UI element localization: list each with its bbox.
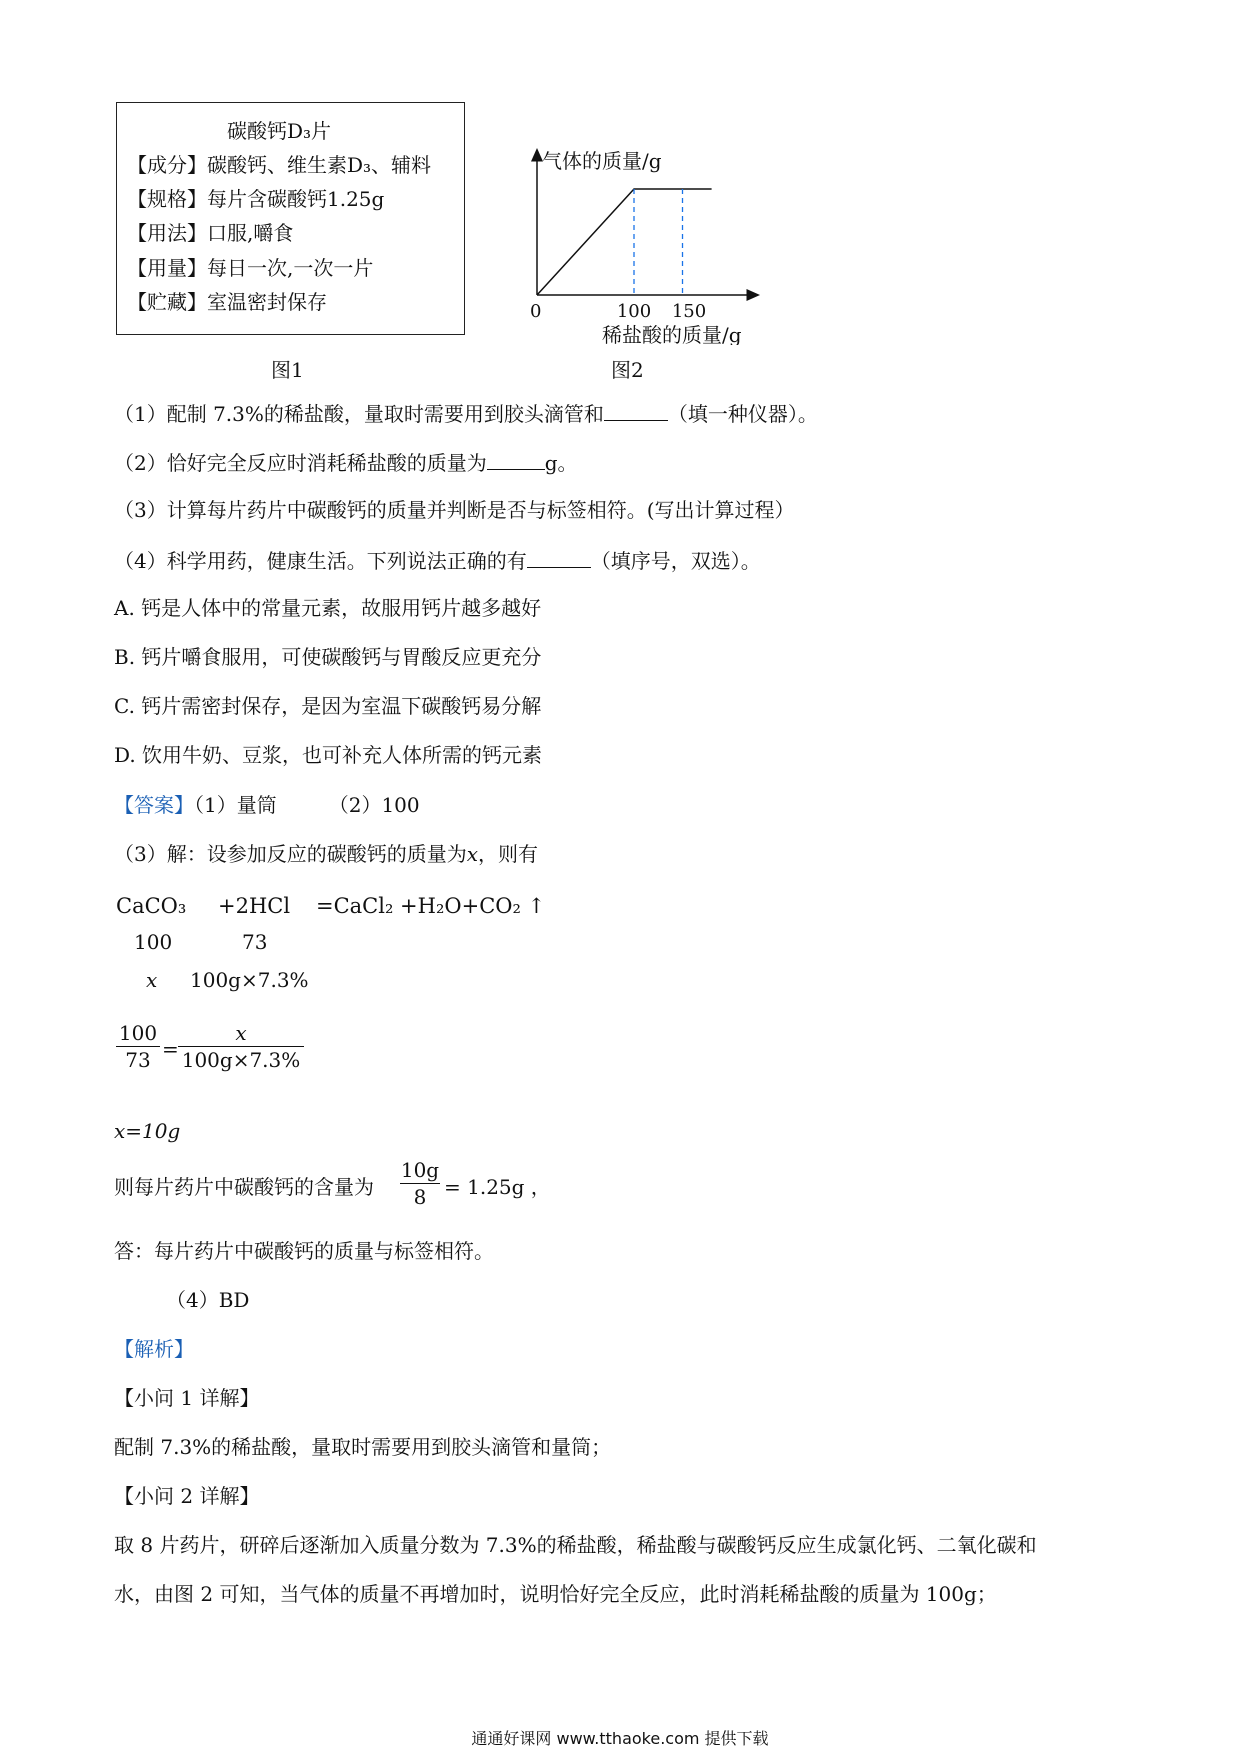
fraction-right: x 100g×7.3%	[178, 1023, 304, 1070]
fraction-left: 100 73	[116, 1023, 160, 1070]
per-tablet-fraction: 10g 8	[400, 1158, 440, 1209]
unknown-x: x	[146, 968, 158, 992]
figure1-row-spec: 【规格】每片含碳酸钙1.25g	[127, 187, 385, 211]
figure1-row-ingredients: 【成分】碳酸钙、维生素D₃、辅料	[127, 153, 432, 177]
figure1-caption: 图1	[271, 358, 304, 382]
per-tablet-result: = 1.25g ，	[444, 1175, 551, 1199]
equation-caco3: CaCO₃	[116, 894, 187, 918]
answer-blank-1	[604, 402, 668, 421]
answer-blank-2	[487, 451, 545, 470]
answer-4: （4）BD	[166, 1288, 250, 1312]
question-2: （2）恰好完全反应时消耗稀盐酸的质量为 g。	[114, 451, 578, 475]
option-c: C. 钙片需密封保存，是因为室温下碳酸钙易分解	[114, 694, 542, 718]
hcl-mass: 100g×7.3%	[190, 968, 309, 992]
option-d: D. 饮用牛奶、豆浆，也可补充人体所需的钙元素	[114, 743, 543, 767]
figure2-chart	[520, 140, 780, 345]
equation-products: =CaCl₂ +H₂O+CO₂ ↑	[316, 894, 546, 918]
answer-2: （2）100	[328, 793, 420, 817]
sub2-text-2: 水，由图 2 可知，当气体的质量不再增加时，说明恰好完全反应，此时消耗稀盐酸的质量为 100g；	[114, 1582, 997, 1606]
conclusion: 答：每片药片中碳酸钙的质量与标签相符。	[114, 1239, 494, 1263]
answer-1: （1）量筒	[194, 793, 277, 817]
gas-mass-curve	[537, 189, 712, 295]
y-axis-label: 气体的质量/g	[542, 149, 662, 173]
answer-label: 【答案】	[114, 793, 194, 817]
answer-blank-4	[527, 549, 591, 568]
sub1-title: 【小问 1 详解】	[114, 1386, 260, 1410]
question-3: （3）计算每片药片中碳酸钙的质量并判断是否与标签相符。(写出计算过程）	[114, 498, 795, 522]
x-tick-100: 100	[616, 301, 652, 322]
option-a: A. 钙是人体中的常量元素，故服用钙片越多越好	[114, 596, 542, 620]
sub2-text-1: 取 8 片药片，研碎后逐渐加入质量分数为 7.3%的稀盐酸，稀盐酸与碳酸钙反应生成氯化钙、二氧化碳和	[114, 1533, 1037, 1557]
analysis-label: 【解析】	[114, 1337, 194, 1361]
per-tablet-text: 则每片药片中碳酸钙的含量为	[114, 1175, 374, 1199]
question-1: （1）配制 7.3%的稀盐酸，量取时需要用到胶头滴管和 （填一种仪器）。	[114, 402, 818, 426]
figure1-label-box	[116, 102, 465, 335]
figure1-row-usage: 【用法】口服,嚼食	[127, 221, 294, 245]
question-4: （4）科学用药，健康生活。下列说法正确的有 （填序号，双选）。	[114, 549, 761, 573]
figure2-caption: 图2	[611, 358, 644, 382]
x-axis-label: 稀盐酸的质量/g	[602, 323, 742, 345]
molar-mass-hcl: 73	[242, 930, 268, 954]
sub1-text: 配制 7.3%的稀盐酸，量取时需要用到胶头滴管和量筒；	[114, 1435, 612, 1459]
origin-label: 0	[530, 301, 542, 322]
figure1-row-storage: 【贮藏】室温密封保存	[127, 290, 327, 314]
footer: 通通好课网 www.tthaoke.com 提供下载	[471, 1729, 769, 1748]
answer-line	[114, 795, 420, 815]
sub2-title: 【小问 2 详解】	[114, 1484, 260, 1508]
figure1-row-dosage: 【用量】每日一次,一次一片	[127, 256, 374, 280]
molar-mass-caco3: 100	[134, 930, 173, 954]
equation-hcl: +2HCl	[218, 894, 291, 918]
x-result: x=10g	[114, 1119, 181, 1143]
option-b: B. 钙片嚼食服用，可使碳酸钙与胃酸反应更充分	[114, 645, 542, 669]
x-tick-150: 150	[671, 301, 707, 322]
answer-3-intro: （3）解：设参加反应的碳酸钙的质量为x，则有	[114, 842, 539, 866]
fraction-equals: =	[162, 1037, 179, 1061]
figure1-title: 碳酸钙D₃片	[227, 119, 332, 143]
